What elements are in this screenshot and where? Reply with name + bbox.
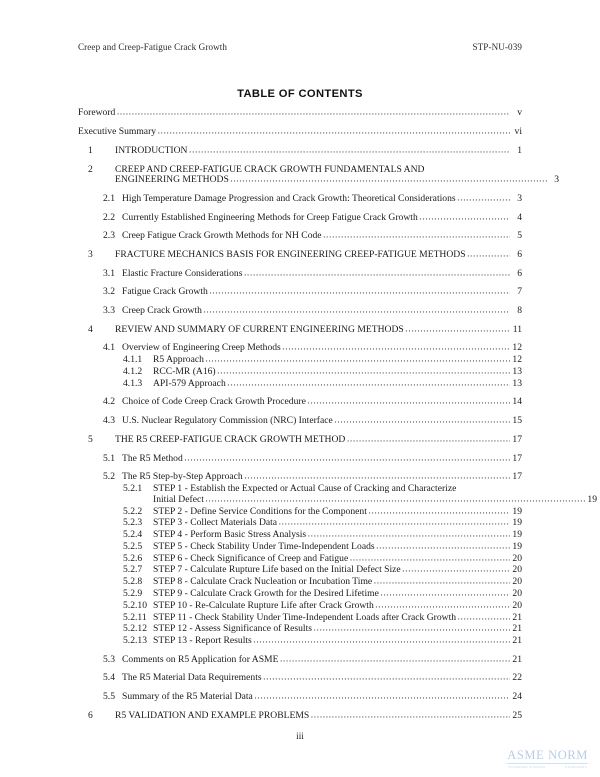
toc-entry-label: The R5 Step-by-Step Approach (122, 471, 243, 483)
toc-dot-leader (347, 434, 510, 444)
toc-dot-leader (217, 367, 509, 377)
toc-entry-label: Summary of the R5 Material Data (122, 690, 253, 702)
toc-entry-page: 14 (512, 396, 522, 408)
toc-entry-label: STEP 13 - Report Results (153, 635, 252, 647)
toc-dot-leader (280, 654, 510, 664)
toc-entry-page: vi (514, 125, 522, 137)
toc-entry-label-wrapped: Initial Defect (153, 493, 204, 505)
toc-dot-leader (314, 624, 510, 634)
toc-entry-number: 5.2.9 (123, 587, 143, 599)
toc-entry-page: 6 (517, 267, 522, 279)
toc-dot-leader (263, 673, 509, 683)
toc-dot-leader (375, 600, 509, 610)
toc-entry-label: STEP 10 - Re-Calculate Rupture Life after Crack Growth (153, 599, 374, 611)
toc-entry-number: 5.2.12 (123, 623, 147, 635)
toc-entry[interactable] (78, 507, 522, 517)
toc-entry-page: 21 (512, 623, 522, 635)
toc-entry-number: 5.2.7 (123, 564, 143, 576)
toc-entry-label: STEP 1 - Establish the Expected or Actual Cause of Cracking and Characterize (153, 482, 457, 494)
toc-dot-leader (376, 541, 509, 551)
toc-entry-page: 13 (512, 366, 522, 378)
toc-entry-label: STEP 11 - Check Stability Under Time-Independent Loads after Crack Growth (153, 611, 457, 623)
toc-entry-number: 3.2 (103, 286, 115, 298)
toc-dot-leader (458, 612, 510, 622)
toc-entry-page: 21 (512, 611, 522, 623)
toc-entry-page: 24 (512, 690, 522, 702)
toc-dot-leader (307, 397, 509, 407)
toc-entry[interactable] (78, 146, 522, 156)
toc-entry-page: 5 (517, 230, 522, 242)
toc-dot-leader (230, 175, 546, 185)
toc-entry-label: REVIEW AND SUMMARY OF CURRENT ENGINEERING METHODS (115, 323, 404, 335)
watermark-divider (507, 763, 588, 764)
toc-entry-page: 20 (512, 564, 522, 576)
toc-entry-label: STEP 6 - Check Significance of Creep and Fatigue (153, 552, 349, 564)
toc-entry-number: 4.1.2 (123, 366, 143, 378)
toc-dot-leader (205, 494, 584, 504)
toc-entry-number: 5.2.6 (123, 552, 143, 564)
toc-dot-leader (279, 518, 510, 528)
toc-dot-leader (184, 453, 509, 463)
toc-entry[interactable] (78, 673, 522, 683)
toc-entry-label: Foreword (78, 107, 116, 118)
toc-dot-leader (323, 231, 509, 241)
toc-entry-label: Comments on R5 Application for ASME (122, 653, 279, 665)
toc-entry-label: R5 VALIDATION AND EXAMPLE PROBLEMS (115, 709, 310, 721)
toc-entry-number: 6 (88, 709, 93, 721)
toc-entry-page: 11 (512, 323, 522, 335)
toc-entry[interactable] (78, 231, 522, 241)
toc-entry[interactable] (78, 379, 522, 389)
toc-entry[interactable] (78, 213, 522, 223)
toc-entry[interactable] (78, 636, 522, 646)
toc-dot-leader (308, 530, 510, 540)
toc-dot-leader (117, 108, 510, 118)
toc-entry-label: THE R5 CREEP-FATIGUE CRACK GROWTH METHOD (115, 433, 346, 445)
toc-entry-number: 5.2.3 (123, 517, 143, 529)
toc-entry[interactable] (78, 355, 522, 365)
toc-dot-leader (282, 343, 509, 353)
toc-dot-leader (254, 691, 509, 701)
toc-entry-label: STEP 9 - Calculate Crack Growth for the Desired Lifetime (153, 587, 379, 599)
toc-entry-number: 4.2 (103, 396, 115, 408)
toc-entry-label-wrapped: ENGINEERING METHODS (115, 174, 229, 186)
toc-entry-number: 4.1 (103, 342, 115, 354)
toc-entry-page: 19 (512, 517, 522, 529)
toc-entry-label: Overview of Engineering Creep Methods (122, 342, 281, 354)
toc-entry-label: Creep Crack Growth (122, 304, 202, 316)
toc-entry-label: RCC-MR (A16) (153, 366, 216, 378)
toc-entry-page: 15 (512, 415, 522, 426)
toc-entry-label: Creep Fatigue Crack Growth Methods for NH Code (122, 230, 322, 242)
toc-dot-leader (368, 506, 509, 516)
watermark-subtitle-right: STANDARDS (564, 765, 587, 769)
toc-entry-label: The R5 Method (122, 452, 183, 464)
toc-entry-page: 21 (512, 635, 522, 647)
toc-entry-page: 17 (512, 471, 522, 483)
toc-entry-page: 4 (517, 211, 522, 223)
toc-entry-page: 25 (512, 709, 522, 721)
toc-entry-number: 3.3 (103, 304, 115, 316)
toc-entry[interactable] (78, 269, 522, 279)
toc-entry-number: 4.3 (103, 415, 115, 426)
toc-entry-page: 20 (512, 552, 522, 564)
toc-entry[interactable] (78, 577, 522, 587)
toc-entry[interactable] (78, 325, 522, 335)
toc-entry-label: The R5 Material Data Requirements (122, 672, 262, 684)
toc-entry-number: 2.2 (103, 211, 115, 223)
toc-entry-page: 17 (512, 452, 522, 464)
toc-entry-number: 2.1 (103, 192, 115, 204)
toc-entry[interactable] (78, 165, 522, 175)
toc-entry-label: Executive Summary (78, 125, 157, 137)
toc-entry-page: 8 (517, 304, 522, 316)
toc-entry-page: 19 (512, 540, 522, 552)
toc-entry-page: 19 (512, 505, 522, 517)
toc-entry-number: 5.5 (103, 690, 115, 702)
toc-dot-leader (402, 565, 509, 575)
toc-entry-continuation[interactable] (115, 175, 559, 185)
toc-entry-number: 3 (88, 249, 93, 261)
toc-entry-page: 21 (512, 653, 522, 665)
toc-entry[interactable] (78, 194, 522, 204)
toc-entry-number: 5.1 (103, 452, 115, 464)
toc-entry-number: 5 (88, 433, 93, 445)
toc-entry-page: 17 (512, 433, 522, 445)
toc-entry[interactable] (78, 435, 522, 445)
toc-entry-number: 2.3 (103, 230, 115, 242)
watermark-subtitle (507, 765, 588, 769)
page-number: iii (296, 731, 304, 741)
toc-entry-label: API-579 Approach (153, 377, 226, 389)
toc-entry[interactable] (78, 108, 522, 118)
toc-entry-number: 2 (88, 163, 93, 175)
watermark-title: ASME NORM (507, 747, 588, 762)
toc-entry-page: 1 (517, 144, 522, 156)
toc-entry-label: High Temperature Damage Progression and Crack Growth: Theoretical Considerations (122, 192, 456, 204)
toc-entry-number: 4 (88, 323, 93, 335)
toc-entry[interactable] (78, 397, 522, 407)
toc-dot-leader (158, 126, 510, 136)
toc-entry-page: 12 (512, 354, 522, 366)
toc-entry-page: 12 (512, 342, 522, 354)
toc-dot-leader (244, 472, 509, 482)
toc-entry-page: 7 (517, 286, 522, 298)
toc-dot-leader (405, 324, 509, 334)
toc-entry-number: 5.2 (103, 471, 115, 483)
toc-entry[interactable] (78, 530, 522, 540)
toc-entry-label: STEP 3 - Collect Materials Data (153, 517, 278, 529)
toc-entry-number: 4.1.3 (123, 377, 143, 389)
toc-entry-page: 20 (512, 587, 522, 599)
toc-entry-number: 5.2.4 (123, 529, 143, 541)
toc-entry[interactable] (78, 542, 522, 552)
toc-entry-number: 5.2.13 (123, 635, 147, 647)
toc-entry-label: Elastic Fracture Considerations (122, 267, 243, 279)
toc-entry[interactable] (78, 601, 522, 611)
toc-dot-leader (419, 212, 509, 222)
toc-dot-leader (467, 250, 509, 260)
toc-entry-number: 1 (88, 144, 93, 156)
toc-entry-page: 20 (512, 599, 522, 611)
toc-entry[interactable] (78, 343, 522, 353)
running-header-left: Creep and Creep-Fatigue Crack Growth (78, 42, 228, 52)
toc-dot-leader (203, 305, 509, 315)
page-title: TABLE OF CONTENTS (237, 88, 363, 100)
asme-norm-watermark (507, 749, 588, 769)
toc-entry-number: 5.2.1 (123, 482, 143, 494)
toc-dot-leader (334, 416, 509, 426)
toc-dot-leader (244, 268, 510, 278)
toc-entry-number: 5.2.2 (123, 505, 143, 517)
toc-entry-label: Choice of Code Creep Crack Growth Procedure (122, 396, 306, 408)
toc-entry[interactable] (78, 655, 522, 665)
toc-entry-label: STEP 5 - Check Stability Under Time-Independent Loads (153, 540, 375, 552)
toc-entry-number: 5.3 (103, 653, 115, 665)
toc-entry-page: 3 (517, 192, 522, 204)
toc-entry[interactable] (78, 692, 522, 702)
toc-dot-leader (380, 588, 509, 598)
toc-entry-page: 6 (517, 249, 522, 261)
toc-entry-number: 5.2.11 (123, 611, 147, 623)
toc-dot-leader (189, 145, 510, 155)
toc-entry-page: v (517, 107, 522, 118)
toc-entry-label: INTRODUCTION (115, 144, 188, 156)
toc-entry-label: STEP 12 - Assess Significance of Results (153, 623, 312, 635)
toc-entry-number: 3.1 (103, 267, 115, 279)
running-header-right: STP-NU-039 (472, 42, 522, 52)
toc-entry[interactable] (78, 250, 522, 260)
toc-dot-leader (350, 553, 510, 563)
toc-entry-page: 22 (512, 672, 522, 684)
toc-entry[interactable] (78, 613, 522, 623)
toc-dot-leader (374, 577, 510, 587)
toc-entry-number: 5.2.8 (123, 576, 143, 588)
toc-entry[interactable] (78, 306, 522, 316)
toc-entry-number: 5.2.10 (123, 599, 147, 611)
toc-dot-leader (205, 355, 509, 365)
toc-entry-number: 5.4 (103, 672, 115, 684)
toc-entry[interactable] (78, 416, 522, 426)
toc-entry[interactable] (78, 589, 522, 599)
toc-dot-leader (209, 287, 509, 297)
toc-dot-leader (253, 636, 509, 646)
watermark-subtitle-left: STANDARD SHARING (508, 765, 546, 769)
toc-entry[interactable] (78, 518, 522, 528)
toc-entry-label: FRACTURE MECHANICS BASIS FOR ENGINEERING CREEP-FATIGUE METHODS (115, 249, 466, 261)
toc-entry-page: 13 (512, 377, 522, 389)
toc-entry-label: STEP 7 - Calculate Rupture Life based on the Initial Defect Size (153, 564, 401, 576)
toc-entry[interactable] (78, 472, 522, 482)
toc-entry-number: 4.1.1 (123, 354, 143, 366)
toc-dot-leader (311, 710, 510, 720)
toc-entry[interactable] (78, 367, 522, 377)
running-header (78, 42, 522, 52)
toc-entry[interactable] (78, 554, 522, 564)
toc-dot-leader (457, 193, 509, 203)
table-of-contents (78, 107, 597, 721)
toc-entry-label: U.S. Nuclear Regulatory Commission (NRC) Interface (122, 415, 333, 426)
toc-entry-label: STEP 4 - Perform Basic Stress Analysis (153, 529, 307, 541)
toc-entry[interactable] (78, 484, 522, 494)
toc-entry-page: 19 (512, 529, 522, 541)
toc-entry[interactable] (78, 624, 522, 634)
toc-entry-label: Currently Established Engineering Methods for Creep Fatigue Crack Growth (122, 211, 418, 223)
toc-dot-leader (227, 378, 509, 388)
toc-entry[interactable] (78, 711, 522, 721)
toc-entry-page: 20 (512, 576, 522, 588)
toc-entry[interactable] (78, 127, 522, 137)
toc-entry[interactable] (78, 565, 522, 575)
toc-entry-label: CREEP AND CREEP-FATIGUE CRACK GROWTH FUNDAMENTALS AND (115, 163, 425, 175)
toc-entry[interactable] (78, 287, 522, 297)
toc-entry-page: 19 (587, 493, 597, 505)
toc-entry-label: Fatigue Crack Growth (122, 286, 208, 298)
toc-entry-label: STEP 2 - Define Service Conditions for the Component (153, 505, 367, 517)
toc-entry-page: 3 (554, 174, 559, 186)
toc-entry[interactable] (78, 454, 522, 464)
toc-entry-label: STEP 8 - Calculate Crack Nucleation or Incubation Time (153, 576, 373, 588)
toc-entry-number: 5.2.5 (123, 540, 143, 552)
toc-entry-label: R5 Approach (153, 354, 204, 366)
toc-entry-continuation[interactable] (153, 495, 597, 505)
